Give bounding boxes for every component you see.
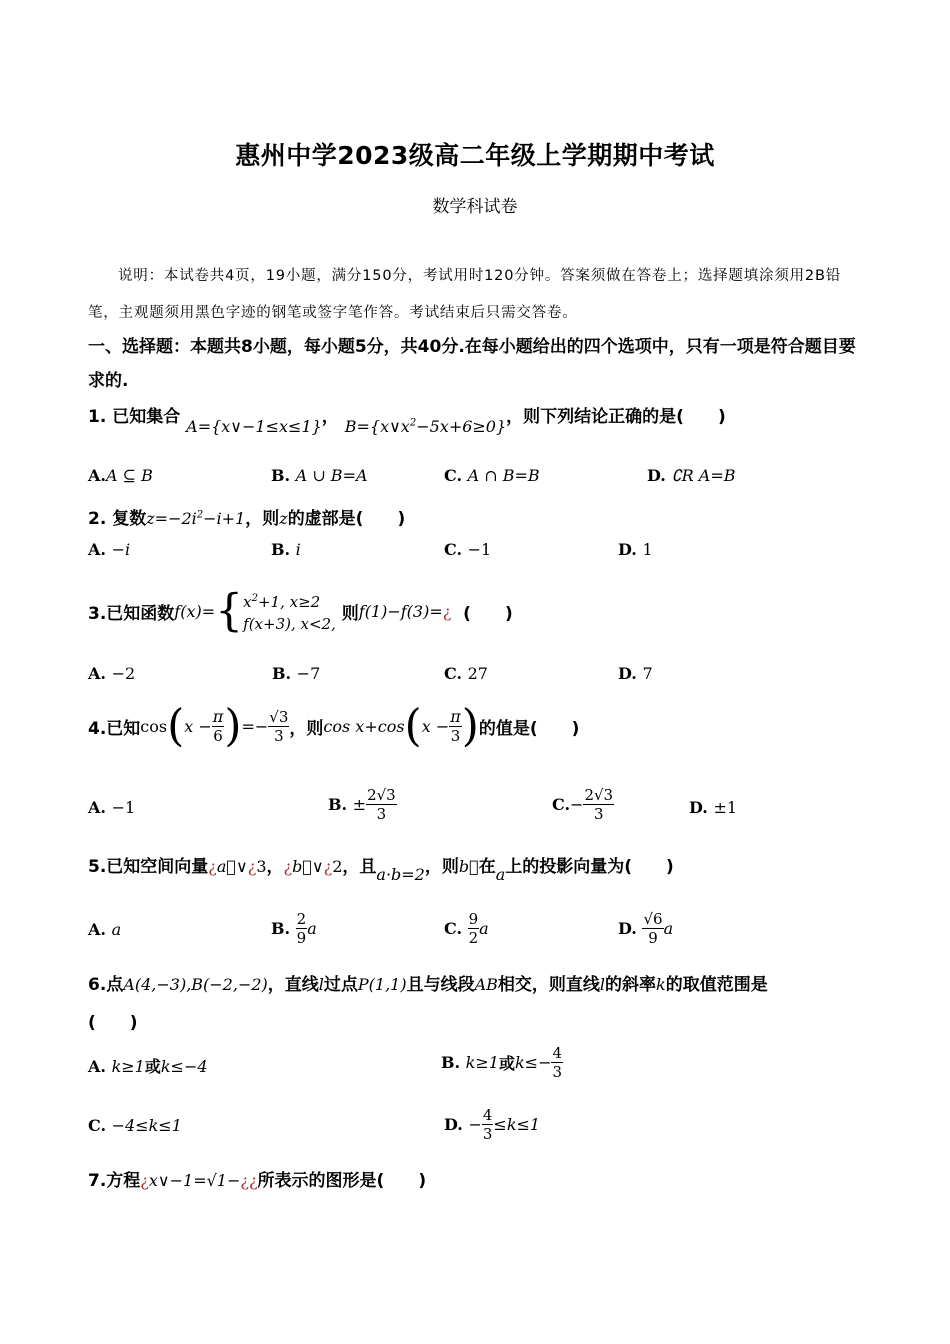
- q5-stem-mid-2: ，则: [424, 857, 459, 877]
- q1-option-b-label: B.: [271, 466, 291, 485]
- q4-expr2: cos x+cos: [323, 717, 405, 736]
- q2-expr-post: −i+1: [203, 509, 246, 528]
- q4-option-d[interactable]: [689, 798, 737, 817]
- q1-option-a-label: A.: [88, 466, 106, 485]
- q5-option-d-num: √6: [643, 910, 663, 928]
- exam-title: 惠州中学2023级高二年级上学期期中考试: [235, 141, 715, 170]
- q6-l: l: [318, 975, 324, 994]
- q3-brace: {: [215, 585, 244, 637]
- question-7: [88, 1166, 426, 1191]
- q3-expr: f(1)−f(3)=: [358, 602, 443, 621]
- q3-option-a[interactable]: [88, 664, 135, 683]
- q3-case1-exp: 2: [251, 593, 258, 604]
- q4-option-c-num: 2√3: [584, 786, 614, 804]
- q4-option-c-minus: −: [570, 795, 584, 814]
- q1-set-b-exp: 2: [409, 417, 417, 429]
- q1-set-b-post: −5x+6≥0}: [416, 417, 507, 436]
- q2-option-a-text: −i: [111, 540, 131, 559]
- q1-option-d[interactable]: [647, 466, 735, 485]
- q2-option-b[interactable]: [271, 540, 301, 559]
- q5-dot-product: a·b=2: [376, 865, 425, 884]
- q2-expr-pre: z=−2i: [146, 509, 197, 528]
- q6-l-2: l: [599, 975, 606, 994]
- q4-option-b-pm: ±: [352, 795, 367, 814]
- q6-option-d-frac: [482, 1106, 494, 1143]
- q6-option-c-label: C.: [88, 1116, 107, 1135]
- q6-option-c-text: −4≤k≤1: [111, 1116, 182, 1135]
- q5-stem: 5.已知空间向量: [88, 857, 209, 877]
- q3-piecewise: [243, 588, 336, 635]
- q3-option-d[interactable]: [618, 664, 653, 683]
- q5-option-b[interactable]: [271, 910, 317, 947]
- exam-instructions: 说明：本试卷共4页，19小题，满分150分，考试用时120分钟。答案须做在答卷上；选择题填涂须用2B铅笔，主观题须用黑色字迹的钢笔或签字笔作答。考试结束后只需交答卷。: [88, 268, 841, 321]
- q4-option-b-den: 3: [376, 805, 387, 823]
- q1-option-d-label: D.: [647, 466, 666, 485]
- q6-stem-7: 的取值范围是: [665, 975, 768, 995]
- q2-option-a-label: A.: [88, 540, 106, 559]
- q6-answer-paren: ( ): [88, 1013, 138, 1033]
- q4-option-b-label: B.: [328, 795, 348, 814]
- q5-option-c[interactable]: [444, 910, 489, 947]
- q6-option-b-den: 3: [552, 1063, 563, 1081]
- q5-option-d-label: D.: [618, 919, 637, 938]
- q6-option-d-num: 4: [482, 1106, 493, 1124]
- q5-glyph-3: ¿: [283, 857, 293, 876]
- q4-frac-pi3: [449, 708, 462, 745]
- q3-option-a-label: A.: [88, 664, 106, 683]
- exam-subtitle: 数学科试卷: [432, 197, 518, 217]
- q5-option-b-frac: [296, 910, 308, 947]
- q4-stem-mid: ，则: [289, 719, 324, 739]
- q4-rparen-1: ): [224, 700, 242, 752]
- q6-option-d-label: D.: [444, 1115, 463, 1134]
- q4-option-c-label: C.: [552, 795, 571, 814]
- q2-expression: [146, 509, 245, 528]
- q4-eq: =−: [241, 717, 269, 736]
- question-1: [88, 402, 726, 436]
- q5-option-b-num: 2: [296, 910, 307, 928]
- q5-option-d-vec: a: [663, 919, 674, 938]
- q4-x-minus-1: x −: [184, 717, 212, 736]
- q4-cos: cos: [140, 717, 168, 736]
- q3-option-d-label: D.: [618, 664, 637, 683]
- q5-glyph-4: ¿: [323, 857, 333, 876]
- q4-option-a[interactable]: [88, 798, 135, 817]
- q5-glyph-1: ¿: [208, 857, 217, 876]
- q3-case1-post: +1, x≥2: [257, 593, 321, 611]
- q4-option-d-text: ±1: [713, 798, 738, 817]
- q6-option-b-part1: k≥1: [465, 1053, 499, 1072]
- q6-option-b-part2: k≤−: [514, 1053, 552, 1072]
- q5-option-b-label: B.: [271, 919, 291, 938]
- q4-option-a-text: −1: [111, 798, 136, 817]
- q4-pi-2: π: [450, 707, 461, 726]
- question-5: [88, 852, 674, 884]
- q6-stem-4: 且与线段: [406, 975, 475, 995]
- q1-option-a[interactable]: [88, 466, 153, 485]
- q6-stem: 6.点: [88, 975, 124, 995]
- q4-option-c[interactable]: [552, 786, 614, 823]
- q1-option-c[interactable]: [444, 466, 540, 485]
- q1-sep: ，: [321, 407, 339, 427]
- q3-option-a-text: −2: [111, 664, 136, 683]
- q6-option-a-part2: k≤−4: [160, 1057, 208, 1076]
- q6-option-a-part1: k≥1: [111, 1057, 145, 1076]
- q1-option-b[interactable]: [271, 466, 368, 485]
- q2-expr-exp: 2: [196, 509, 204, 521]
- q1-option-d-text: ∁R A=B: [671, 466, 736, 485]
- q4-option-b-num: 2√3: [367, 786, 396, 804]
- q4-stem-end: 的值是( ): [478, 719, 580, 739]
- q2-option-c-label: C.: [444, 540, 463, 559]
- q7-glyph-2: ¿¿: [240, 1171, 258, 1190]
- q2-option-d-text: 1: [642, 540, 653, 559]
- q5-option-b-vec: a: [307, 919, 317, 938]
- q4-option-c-den: 3: [593, 805, 604, 823]
- q6-option-b-num: 4: [552, 1044, 563, 1062]
- q4-lparen-2: (: [404, 700, 422, 752]
- q5-option-d-frac: [642, 910, 663, 947]
- q6-option-d-post: ≤k≤1: [493, 1115, 541, 1134]
- q5-vec-a: a⃗∨: [216, 857, 248, 876]
- q1-set-a: A={x∨−1≤x≤1}: [186, 417, 322, 436]
- q7-stem-end: 所表示的图形是( ): [257, 1171, 427, 1191]
- q5-option-d[interactable]: [618, 910, 673, 947]
- q3-option-d-text: 7: [642, 664, 653, 683]
- q6-option-b-label: B.: [441, 1053, 461, 1072]
- q6-option-a[interactable]: [88, 1054, 208, 1077]
- q3-option-c-text: 27: [467, 664, 488, 683]
- q5-option-a-vec: a: [111, 920, 122, 939]
- q1-stem: 1. 已知集合: [88, 407, 181, 427]
- q2-var: z: [279, 509, 288, 528]
- q5-sep: ，: [266, 857, 284, 877]
- q5-option-a[interactable]: [88, 920, 121, 939]
- q4-x-minus-2: x −: [421, 717, 450, 736]
- q4-option-a-label: A.: [88, 798, 106, 817]
- q5-a: a: [495, 865, 506, 884]
- q3-case-1: [243, 588, 336, 613]
- q4-sqrt3: √3: [269, 708, 289, 726]
- q3-option-c[interactable]: [444, 664, 488, 683]
- q5-stem-mid: ，且: [342, 857, 377, 877]
- question-4: [88, 700, 580, 752]
- q2-option-b-label: B.: [271, 540, 291, 559]
- q2-option-a[interactable]: [88, 540, 130, 559]
- q5-option-c-vec: a: [479, 919, 489, 938]
- q3-case1-pre: x: [243, 593, 252, 611]
- section-heading-choice: 一、选择题：本题共8小题，每小题5分，共40分.在每小题给出的四个选项中，只有一项是符合题目要求的.: [88, 337, 856, 391]
- q6-option-a-label: A.: [88, 1057, 106, 1076]
- q5-option-c-frac: [468, 910, 480, 947]
- q5-option-b-den: 9: [296, 929, 307, 947]
- q2-stem-mid: ，则: [245, 509, 280, 529]
- q3-option-b-label: B.: [272, 664, 292, 683]
- q4-six: 6: [213, 727, 223, 745]
- q4-rparen-2: ): [461, 700, 479, 752]
- q5-option-c-den: 2: [468, 929, 479, 947]
- q3-option-b-text: −7: [296, 664, 321, 683]
- q5-option-d-den: 9: [648, 929, 658, 947]
- q1-option-c-label: C.: [444, 466, 463, 485]
- question-2: [88, 504, 405, 529]
- q4-lparen-1: (: [167, 700, 185, 752]
- q6-k: k: [656, 975, 666, 994]
- q3-case-2: f(x+3), x<2,: [243, 615, 336, 633]
- q4-option-d-label: D.: [689, 798, 708, 817]
- q6-stem-2: ，直线: [267, 975, 319, 995]
- q6-ab: AB: [474, 975, 498, 994]
- q6-points: A(4,−3),B(−2,−2): [123, 975, 268, 994]
- q3-option-b[interactable]: [272, 664, 320, 683]
- q4-option-b-frac: [366, 786, 397, 823]
- q4-three: 3: [274, 727, 284, 745]
- q6-option-b-frac: [551, 1044, 563, 1081]
- q1-option-a-text: A ⊆ B: [105, 466, 153, 485]
- q5-glyph-2: ¿: [247, 857, 257, 876]
- q3-stem-mid: 则: [341, 604, 359, 624]
- q6-point-p: P(1,1): [357, 975, 407, 994]
- q4-stem: 4.已知: [88, 719, 141, 739]
- q3-option-c-label: C.: [444, 664, 463, 683]
- q2-stem: 2. 复数: [88, 509, 147, 529]
- q6-option-a-or: 或: [144, 1057, 161, 1076]
- q3-stem: 3.已知函数: [88, 604, 175, 624]
- q5-zai: 在: [478, 857, 496, 877]
- q5-norm-a: 3: [256, 857, 267, 876]
- q6-option-d[interactable]: [444, 1106, 540, 1143]
- q5-vec-b: b⃗∨: [292, 857, 324, 876]
- q6-option-b-or: 或: [498, 1054, 515, 1073]
- q7-glyph-1: ¿: [140, 1171, 149, 1190]
- q6-option-b[interactable]: [441, 1044, 563, 1081]
- q1-set-b: [345, 417, 506, 436]
- q4-option-c-frac: [583, 786, 614, 823]
- q5-option-c-label: C.: [444, 919, 463, 938]
- q3-fx: f(x)=: [174, 602, 216, 621]
- q5-b: b⃗: [458, 857, 479, 876]
- q5-option-c-num: 9: [468, 910, 479, 928]
- q5-option-a-label: A.: [88, 920, 106, 939]
- q1-option-c-text: A ∩ B=B: [467, 466, 540, 485]
- q1-set-b-pre: B={x∨x: [344, 417, 410, 436]
- q6-stem-3: 过点: [323, 975, 358, 995]
- q4-option-b[interactable]: [328, 786, 397, 823]
- q4-three-2: 3: [450, 727, 461, 745]
- q6-option-d-den: 3: [482, 1125, 493, 1143]
- q2-option-d[interactable]: [618, 540, 653, 559]
- q6-stem-5: 相交，则直线: [497, 975, 600, 995]
- q1-stem-end: ，则下列结论正确的是( ): [506, 407, 726, 427]
- q2-option-c[interactable]: [444, 540, 491, 559]
- q2-option-d-label: D.: [618, 540, 637, 559]
- q5-norm-b: 2: [332, 857, 343, 876]
- q1-option-b-text: A ∪ B=A: [295, 466, 368, 485]
- q7-expr: x∨−1=√1−: [148, 1171, 241, 1190]
- q4-frac-pi6: [212, 708, 225, 745]
- q3-stem-end: ( ): [463, 604, 513, 624]
- q6-option-d-minus: −: [468, 1115, 482, 1134]
- q2-option-c-text: −1: [467, 540, 492, 559]
- question-6: [88, 970, 768, 995]
- q2-option-b-text: i: [295, 540, 301, 559]
- q4-frac-sqrt3: [268, 708, 289, 745]
- question-3: [88, 585, 513, 637]
- q6-stem-6: 的斜率: [605, 975, 657, 995]
- q2-stem-end: 的虚部是( ): [287, 509, 406, 529]
- q5-stem-end: 上的投影向量为( ): [505, 857, 674, 877]
- q7-stem: 7.方程: [88, 1171, 141, 1191]
- q4-pi-1: π: [212, 707, 224, 726]
- q6-option-c[interactable]: [88, 1116, 182, 1135]
- q3-glyph: ¿: [442, 602, 452, 621]
